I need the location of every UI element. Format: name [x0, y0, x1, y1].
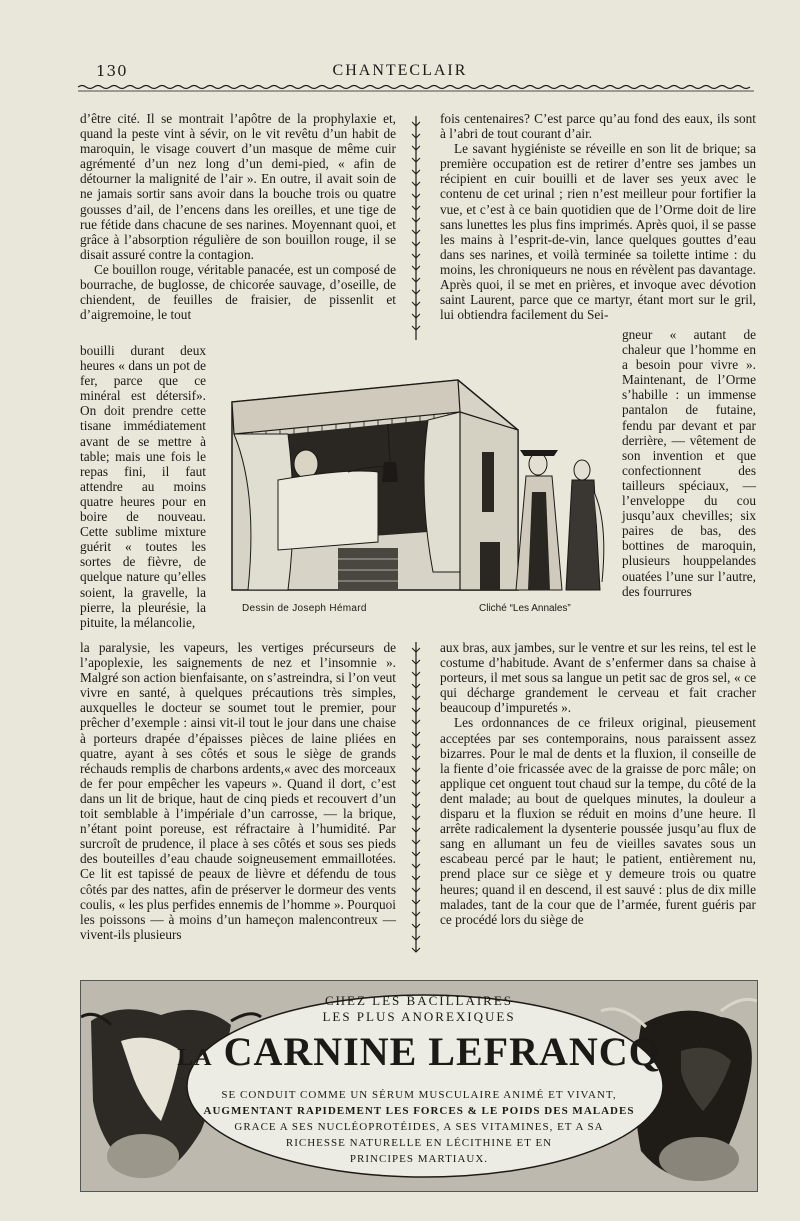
running-title: CHANTECLAIR [332, 62, 468, 79]
left-column-bottom [80, 640, 396, 942]
page-number: 130 [96, 62, 128, 80]
illustration-canopy-bed [228, 372, 608, 594]
advert-brand-title: CARNINE LEFRANCQ [223, 1029, 661, 1074]
illustration-caption-artist: Dessin de Joseph Hémard [242, 603, 367, 614]
advertisement-carnine-lefrancq [80, 980, 758, 1192]
advert-line-4: RICHESSE NATURELLE EN LÉCITHINE ET EN [285, 1137, 553, 1149]
column-divider-ornament [410, 638, 422, 956]
advert-line-3: GRACE A SES NUCLÉOPROTÉIDES, A SES VITAMINES, ET A SA [234, 1121, 604, 1133]
paragraph: aux bras, aux jambes, sur le ventre et sur les reins, tel est le costume d’habitude. Avant de s’enfermer dans sa chaise à porteurs, il met sous sa langue un petit sac de gros sel, « ce qui décharge grandement le cerveau et fait cracher beaucoup d’impuretés ». [440, 640, 756, 716]
header-wavy-rule [78, 84, 754, 94]
paragraph: Ce bouillon rouge, véritable panacée, est un composé de bourrache, de buglosse, de chicorée sauvage, d’oseille, de chiendent, de feuilles de fraisier, de pissenlit et d’aigremoine, le tout [80, 261, 396, 323]
paragraph: Le savant hygiéniste se réveille en son lit de brique; sa première occupation est de retirer d’entre ses jambes un récipient en cuir bouilli et de laver ses yeux avec le contenu de cet urinal ; rien n’est meilleur pour fortifier la vue, et c’est à ce bain quotidien que de l’Orme doit de lire sans lunettes les plus fins imprimés. Après quoi, il se passe les mains à l’esprit-de-vin, lance quelques gouttes d’eau dans ses narines, et voilà terminée sa toilette intime : du moins, les chroniqueurs ne nous en révèlent pas davantage. Après quoi, il se met en prières, et invoque avec dévotion saint Laurent, parce que ce martyr, étant mort sur le gril, lui obtiendra facilement du Sei- [440, 141, 756, 323]
paragraph: la paralysie, les vapeurs, les vertiges précurseurs de l’apoplexie, les saignements de nez et l’insomnie ». Malgré son action bienfaisante, on s’astreindra, si l’on veut vivre en santé, à quelques précautions très simples, auxquelles le docteur se soumet tout le premier, pour prêcher d’exemple : ainsi vit-il tout le jour dans une chaise à porteurs drapée d’épaisses pièces de laine pliées en quatre, ayant à ses côtés et sous le siège de grands réchauds remplis de charbons ardents,« avec des morceaux de fer pour empêcher les vapeurs ». Quand il dort, c’est dans un lit de brique, haut de cinq pieds et recouvert d’un toit semblable à l’impériale d’un carrosse, — la brique, n’étant point poreuse, est réfractaire à l’humidité. Par surcroît de prudence, il place à ses côtés et sous ses pieds des bouteilles d’eau chaude soigneusement emmaillotées. Ce lit est tapissé de peaux de lièvre et défendu de tous côtés par des nattes, afin de préserver le dormeur des vents coulis, « les plus perfides ennemis de l’homme ». Pourquoi les poissons — à moins d’un hameçon malencontreux — vivent-ils plusieurs [80, 640, 396, 942]
right-column-bottom [440, 640, 756, 927]
advert-line-5: PRINCIPES MARTIAUX. [349, 1153, 489, 1165]
paragraph: bouilli durant deux heures « dans un pot de fer, parce que ce minéral est détersif». On doit prendre cette tisane immédiatement avant de se mettre à table; mais une fois le repas fini, il faut attendre au moins quatre heures pour en boire de nouveau. Cette sublime mixture guérit « toutes les sortes de fièvre, de quelque nature qu’elles soient, la gravelle, la pierre, la pleurésie, la pituite, la mélancolie, [80, 343, 206, 630]
right-column-narrow [622, 327, 756, 599]
column-divider-ornament [410, 112, 422, 344]
advert-brand-prefix: LA [177, 1045, 213, 1071]
paragraph: Les ordonnances de ce frileux original, pieusement acceptées par ses contemporains, nous paraissent assez bizarres. Pour le mal de dents et la fluxion, il conseille de la fiente d’oie fricassée avec de la graisse de porc mâle; on applique cet onguent tout chaud sur la tempe, du côté de la dent malade; au bout de quelques minutes, la douleur a disparu et la fluxion se réduit en moins d’une heure. Il arrête radicalement la dysenterie poussée jusqu’au flux de sang en allumant un feu de vieilles savates sous un escabeau percé par le haut; le patient, entièrement nu, prend place sur ce siège et y demeure trois ou quatre heures; quand il en descend, il est sauvé : plus de dix mille malades, tant de la cour que de l’armée, furent guéris par ce procédé lors du siège de [440, 715, 756, 927]
paragraph: fois centenaires? C’est parce qu’au fond des eaux, ils sont à l’abri de tout courant d’air. [440, 111, 756, 142]
left-column-top [80, 111, 396, 322]
advert-tagline-1: CHEZ LES BACILLAIRES [324, 993, 514, 1008]
paragraph: d’être cité. Il se montrait l’apôtre de la prophylaxie et, quand la peste vint à sévir, on le vit revêtu d’un habit de maroquin, le visage couvert d’un masque de même cuir agrémenté d’un nez long d’un demi-pied, « afin de détourner la malignité de l’air ». En outre, il avait soin de ne jamais sortir sans avoir dans la bouche trois ou quatre gousses d’ail, de l’encens dans les oreilles, et une tige de rue fétide dans chacune de ses narines. Moyennant quoi, et grâce à l’absorption régulière de son bouillon rouge, il se disait assuré contre la contagion. [80, 111, 396, 262]
paragraph: gneur « autant de chaleur que l’homme en a besoin pour vivre ». Maintenant, de l’Orme s’habille : un immense pantalon de futaine, fendu par devant et par derrière, — vêtement de son invention et que confectionnent des tailleurs spéciaux, — l’enveloppe du cou jusqu’aux chevilles; six paires de bas, des bottines de maroquin, plusieurs houppelandes ouatées l’une sur l’autre, des fourrures [622, 327, 756, 599]
advert-line-2: AUGMENTANT RAPIDEMENT LES FORCES & LE POIDS DES MALADES [203, 1105, 635, 1117]
advert-line-1: SE CONDUIT COMME UN SÉRUM MUSCULAIRE ANIMÉ ET VIVANT, [221, 1089, 617, 1101]
right-column-top [440, 111, 756, 322]
left-column-narrow [80, 343, 206, 630]
advert-tagline-2: LES PLUS ANOREXIQUES [322, 1009, 516, 1024]
illustration-caption-credit: Cliché “Les Annales” [479, 603, 571, 614]
advert-brand-name [81, 1027, 757, 1083]
